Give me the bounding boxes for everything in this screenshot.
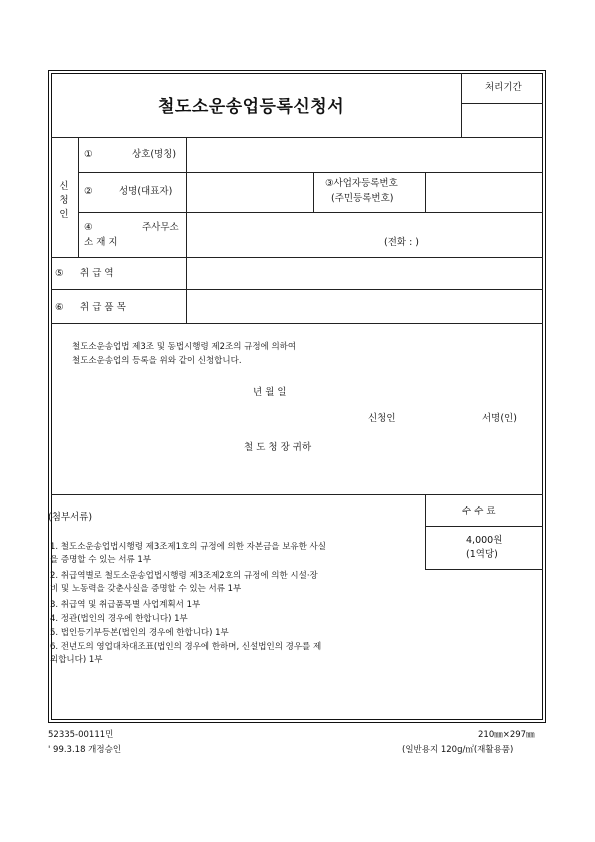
field-number: ②	[84, 186, 93, 197]
divider	[78, 172, 543, 173]
processing-period-label: 처리기간	[485, 82, 522, 93]
resident-registration-label: (주민등록번호)	[331, 193, 394, 204]
phone-label: (전화 : )	[384, 237, 420, 248]
divider	[425, 494, 426, 569]
handling-items-label: 취 급 품 목	[80, 302, 126, 313]
fee-amount: 4,000원	[466, 535, 503, 546]
attachment-item: 3. 취급역 및 취급품목별 사업계획서 1부	[50, 600, 201, 610]
attachment-item: 6. 전년도의 영업대차대조표(법인의 경우에 한하며, 신설법인의 경우를 제	[50, 642, 322, 652]
field-number: ①	[84, 149, 93, 160]
signature-label: 서명(인)	[482, 413, 517, 424]
divider	[425, 569, 543, 570]
office-address-label-2: 소 재 지	[84, 237, 118, 248]
paper-spec: (일반용지 120g/㎡(재활용품)	[402, 745, 514, 755]
divider	[51, 289, 543, 290]
field-number: ⑥	[55, 302, 64, 313]
handling-station-label: 취 급 역	[80, 268, 114, 279]
applicant-group-label: 신청인	[59, 181, 69, 220]
divider	[186, 137, 187, 323]
office-address-field[interactable]	[188, 214, 542, 256]
divider	[51, 494, 543, 495]
handling-station-field[interactable]	[188, 259, 542, 288]
divider	[313, 172, 314, 212]
divider	[78, 212, 543, 213]
attachments-header: (첨부서류)	[48, 512, 93, 523]
attachment-item: 비 및 노동력을 갖춘사실을 증명할 수 있는 서류 1부	[50, 584, 242, 594]
handling-items-field[interactable]	[188, 291, 542, 322]
trade-name-label: 상호(명칭)	[132, 149, 177, 160]
form-number: 52335-00111민	[48, 730, 114, 740]
divider	[51, 323, 543, 324]
fee-header: 수 수 료	[462, 506, 496, 517]
statement-line-2: 철도소운송업의 등록을 위와 같이 신청합니다.	[72, 356, 242, 366]
divider	[425, 172, 426, 212]
divider	[461, 103, 543, 104]
field-number: ⑤	[55, 268, 64, 279]
attachment-item: 외합니다) 1부	[50, 655, 103, 665]
statement-line-1: 철도소운송업법 제3조 및 동법시행령 제2조의 규정에 의하여	[72, 342, 297, 352]
form-title: 철도소운송업등록신청서	[158, 97, 345, 117]
addressee: 철 도 청 장 귀하	[244, 442, 312, 453]
representative-name-label: 성명(대표자)	[119, 186, 173, 197]
divider	[51, 137, 543, 138]
business-registration-label: ③사업자등록번호	[325, 178, 398, 189]
approval-date: ' 99.3.18 개정승인	[48, 745, 122, 755]
attachment-item: 4. 정관(법인의 경우에 한합니다) 1부	[50, 614, 188, 624]
attachment-item: 을 증명할 수 있는 서류 1부	[50, 555, 152, 565]
applicant-sign-label: 신청인	[368, 413, 396, 424]
attachment-item: 2. 취급역별로 철도소운송업법시행령 제3조제2호의 규정에 의한 시설·장	[50, 571, 318, 581]
office-address-label: 주사무소	[142, 222, 179, 233]
business-registration-field[interactable]	[427, 174, 542, 211]
divider	[425, 526, 543, 527]
trade-name-field[interactable]	[188, 139, 542, 171]
fee-unit: (1역당)	[466, 549, 498, 560]
paper-size: 210㎜×297㎜	[478, 730, 535, 740]
attachment-item: 5. 법인등기부등본(법인의 경우에 한합니다) 1부	[50, 628, 229, 638]
field-number: ④	[84, 222, 93, 233]
divider	[51, 257, 543, 258]
divider	[78, 137, 79, 257]
representative-name-field[interactable]	[188, 174, 312, 211]
attachment-item: 1. 철도소운송업법시행령 제3조제1호의 규정에 의한 자본금을 보유한 사실	[50, 542, 326, 552]
divider	[461, 73, 462, 137]
date-line: 년 월 일	[253, 387, 287, 398]
